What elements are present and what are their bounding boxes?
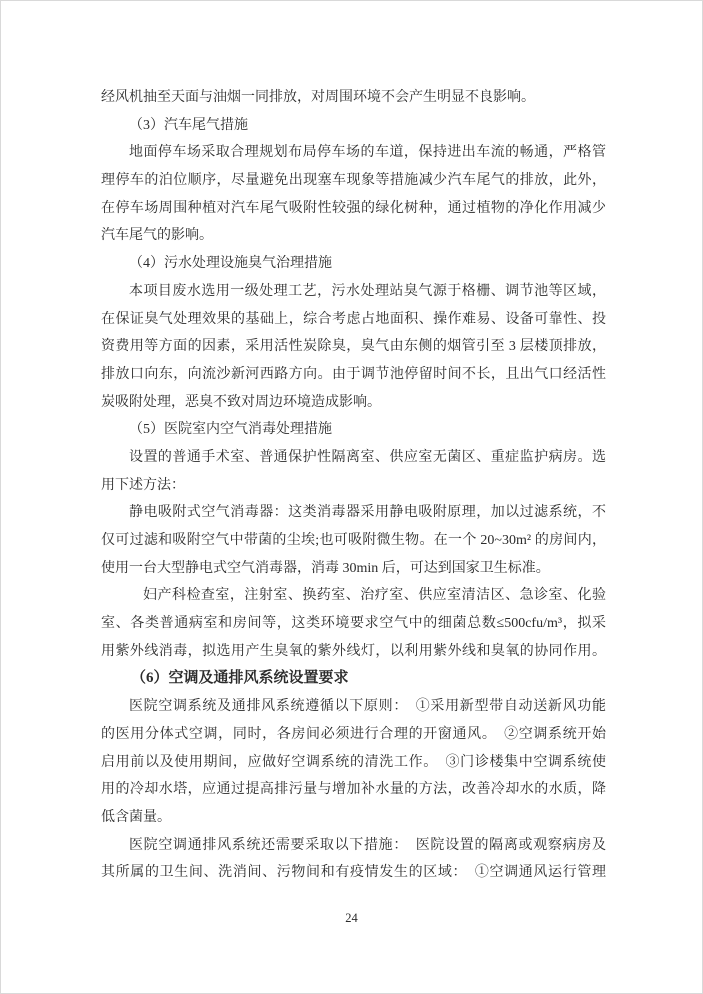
section-heading: （5）医院室内空气消毒处理措施 [129,422,332,438]
page-number: 24 [345,911,358,925]
text-line: 汽车尾气的影响。 [101,228,213,244]
text-line: 用紫外线消毒，拟选用产生臭氧的紫外线灯，以利用紫外线和臭氧的协同作用。 [101,643,606,659]
text-line: 启用前以及使用期间，应做好空调系统的清洗工作。 ③门诊楼集中空调系统使 [101,754,606,770]
section-heading: （4）污水处理设施臭气治理措施 [129,256,332,272]
text-line: 室、各类普通病室和房间等，这类环境要求空气中的细菌总数≤500cfu/m³，拟采 [101,616,606,632]
text-line: 妇产科检查室，注射室、换药室、治疗室、供应室清洁区、急诊室、化验 [143,588,606,604]
text-line: 本项目废水选用一级处理工艺，污水处理站臭气源于格栅、调节池等区域， [129,283,606,299]
text-line: 静电吸附式空气消毒器：这类消毒器采用静电吸附原理，加以过滤系统，不 [129,505,606,521]
text-line: 设置的普通手术室、普通保护性隔离室、供应室无菌区、重症监护病房。选 [129,449,606,465]
text-line: 在保证臭气处理效果的基础上，综合考虑占地面积、操作难易、设备可靠性、投 [101,311,606,327]
text-line: 炭吸附处理，恶臭不致对周边环境造成影响。 [101,394,381,410]
page-body [101,84,606,887]
text-line: 资费用等方面的因素，采用活性炭除臭，臭气由东侧的烟管引至 3 层楼顶排放， [101,339,606,355]
text-line: 地面停车场采取合理规划布局停车场的车道，保持进出车流的畅通，严格管 [129,145,606,161]
section-heading: （6）空调及通排风系统设置要求 [131,670,349,687]
text-line: 理停车的泊位顺序，尽量避免出现塞车现象等措施减少汽车尾气的排放，此外， [101,173,606,189]
text-line: 在停车场周围种植对汽车尾气吸附性较强的绿化树种，通过植物的净化作用减少 [101,200,606,216]
text-line: 仅可过滤和吸附空气中带菌的尘埃;也可吸附微生物。在一个 20~30m² 的房间内， [101,533,606,548]
text-line: 用的冷却水塔，应通过提高排污量与增加补水量的方法，改善冷却水的水质，降 [101,782,606,798]
text-line: 医院空调通排风系统还需要采取以下措施： 医院设置的隔离或观察病房及 [129,837,606,853]
text-line: 经风机抽至天面与油烟一同排放，对周围环境不会产生明显不良影响。 [101,90,535,105]
text-line: 医院空调系统及通排风系统遵循以下原则： ①采用新型带自动送新风功能 [129,699,606,715]
text-line: 排放口向东，向流沙新河西路方向。由于调节池停留时间不长，且出气口经活性 [101,366,606,382]
text-line: 其所属的卫生间、洗消间、污物间和有疫情发生的区域： ①空调通风运行管理 [101,865,606,881]
text-line: 使用一台大型静电式空气消毒器，消毒 30min 后，可达到国家卫生标准。 [101,560,550,576]
text-line: 用下述方法： [101,477,185,493]
section-heading: （3）汽车尾气措施 [129,117,248,133]
text-line: 的医用分体式空调，同时，各房间必须进行合理的开窗通风。 ②空调系统开始 [101,726,606,742]
text-line: 低含菌量。 [101,809,171,825]
